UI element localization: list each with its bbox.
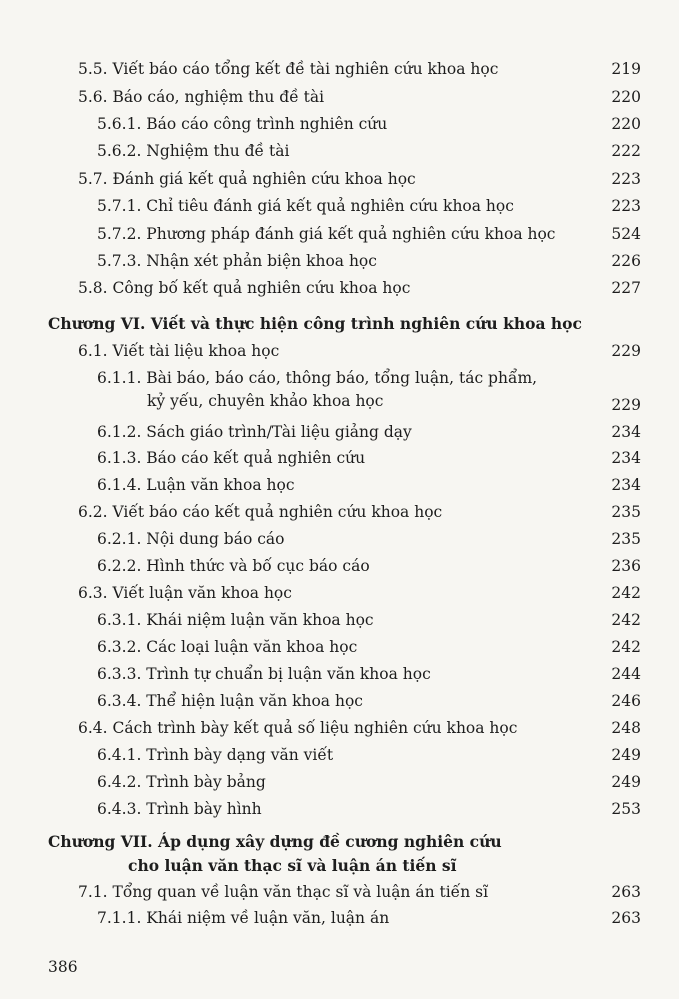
toc-entry — [0, 581, 679, 605]
toc-entry — [0, 880, 679, 904]
entry-label: 5.6.2. Nghiệm thu đề tài — [97, 142, 290, 160]
entry-page: 524 — [611, 225, 641, 243]
toc-entry — [0, 716, 679, 740]
entry-label: 6.1. Viết tài liệu khoa học — [78, 342, 280, 360]
entry-page: 263 — [611, 883, 641, 901]
chapter-heading: Chương VII. Áp dụng xây dựng đề cương nghiên cứu — [48, 832, 502, 851]
toc-entry — [0, 194, 679, 218]
toc-entry — [0, 797, 679, 821]
entry-page: 234 — [611, 423, 641, 441]
entry-page: 227 — [611, 279, 641, 297]
toc-entry — [0, 389, 679, 413]
toc-entry — [0, 366, 679, 390]
entry-page: 222 — [611, 142, 641, 160]
toc-entry — [0, 139, 679, 163]
entry-page: 242 — [611, 584, 641, 602]
toc-entry — [0, 276, 679, 300]
entry-page: 219 — [611, 60, 641, 78]
chapter-heading-continued: cho luận văn thạc sĩ và luận án tiến sĩ — [128, 856, 457, 875]
entry-label: 6.3.1. Khái niệm luận văn khoa học — [97, 611, 374, 629]
entry-page: 242 — [611, 638, 641, 656]
entry-label: 6.3.3. Trình tự chuẩn bị luận văn khoa học — [97, 665, 431, 683]
entry-page: 226 — [611, 252, 641, 270]
entry-page: 248 — [611, 719, 641, 737]
entry-page: 234 — [611, 476, 641, 494]
entry-page: 235 — [611, 503, 641, 521]
toc-entry — [0, 222, 679, 246]
toc-entry — [0, 770, 679, 794]
entry-label: 6.1.4. Luận văn khoa học — [97, 476, 295, 494]
entry-label: 5.7.3. Nhận xét phản biện khoa học — [97, 252, 377, 270]
toc-entry — [0, 554, 679, 578]
entry-label: 6.4.3. Trình bày hình — [97, 800, 262, 818]
entry-page: 220 — [611, 115, 641, 133]
toc-entry — [0, 57, 679, 81]
toc-entry — [0, 167, 679, 191]
entry-label: 6.3. Viết luận văn khoa học — [78, 584, 292, 602]
entry-page: 234 — [611, 449, 641, 467]
entry-label: 6.3.4. Thể hiện luận văn khoa học — [97, 692, 363, 710]
toc-entry — [0, 689, 679, 713]
entry-page: 223 — [611, 197, 641, 215]
entry-label: 5.6.1. Báo cáo công trình nghiên cứu — [97, 115, 388, 133]
toc-entry — [0, 743, 679, 767]
page-number: 386 — [48, 958, 78, 976]
entry-page: 249 — [611, 773, 641, 791]
entry-label: 6.2.1. Nội dung báo cáo — [97, 530, 285, 548]
entry-label: 6.1.3. Báo cáo kết quả nghiên cứu — [97, 449, 366, 467]
entry-label: 5.7.1. Chỉ tiêu đánh giá kết quả nghiên cứu khoa học — [97, 197, 514, 215]
toc-entry — [0, 339, 679, 363]
entry-page: 235 — [611, 530, 641, 548]
entry-page: 229 — [611, 342, 641, 360]
entry-page: 220 — [611, 88, 641, 106]
entry-page: 223 — [611, 170, 641, 188]
entry-page: 249 — [611, 746, 641, 764]
toc-entry — [0, 249, 679, 273]
toc-entry — [0, 635, 679, 659]
entry-label: 7.1. Tổng quan về luận văn thạc sĩ và luận án tiến sĩ — [78, 883, 489, 901]
toc-entry — [0, 446, 679, 470]
entry-page: 244 — [611, 665, 641, 683]
entry-label: 5.5. Viết báo cáo tổng kết đề tài nghiên cứu khoa học — [78, 60, 499, 78]
toc-entry — [0, 112, 679, 136]
toc-entry — [0, 473, 679, 497]
entry-page: 246 — [611, 692, 641, 710]
entry-label: 6.1.1. Bài báo, báo cáo, thông báo, tổng luận, tác phẩm, — [97, 369, 538, 387]
entry-label: 6.1.2. Sách giáo trình/Tài liệu giảng dạy — [97, 423, 412, 441]
entry-label: 5.6. Báo cáo, nghiệm thu đề tài — [78, 88, 325, 106]
entry-label: 7.1.1. Khái niệm về luận văn, luận án — [97, 909, 390, 927]
entry-label: 6.2.2. Hình thức và bố cục báo cáo — [97, 557, 370, 575]
entry-label: 5.7. Đánh giá kết quả nghiên cứu khoa học — [78, 170, 416, 188]
entry-label: 5.8. Công bố kết quả nghiên cứu khoa học — [78, 279, 411, 297]
entry-page: 229 — [611, 396, 641, 414]
toc-entry — [0, 527, 679, 551]
toc-entry — [0, 500, 679, 524]
entry-page: 263 — [611, 909, 641, 927]
entry-page: 242 — [611, 611, 641, 629]
toc-entry — [0, 420, 679, 444]
entry-label: 6.2. Viết báo cáo kết quả nghiên cứu khoa học — [78, 503, 443, 521]
chapter-heading: Chương VI. Viết và thực hiện công trình nghiên cứu khoa học — [48, 314, 582, 333]
entry-label: 6.4. Cách trình bày kết quả số liệu nghiên cứu khoa học — [78, 719, 518, 737]
entry-label: 6.4.2. Trình bày bảng — [97, 773, 266, 791]
entry-page: 236 — [611, 557, 641, 575]
toc-entry — [0, 608, 679, 632]
entry-label: kỷ yếu, chuyên khảo khoa học — [147, 392, 384, 410]
entry-page: 253 — [611, 800, 641, 818]
toc-entry — [0, 85, 679, 109]
entry-label: 6.3.2. Các loại luận văn khoa học — [97, 638, 358, 656]
entry-label: 5.7.2. Phương pháp đánh giá kết quả nghiên cứu khoa học — [97, 225, 556, 243]
toc-entry — [0, 906, 679, 930]
entry-label: 6.4.1. Trình bày dạng văn viết — [97, 746, 334, 764]
toc-entry — [0, 662, 679, 686]
